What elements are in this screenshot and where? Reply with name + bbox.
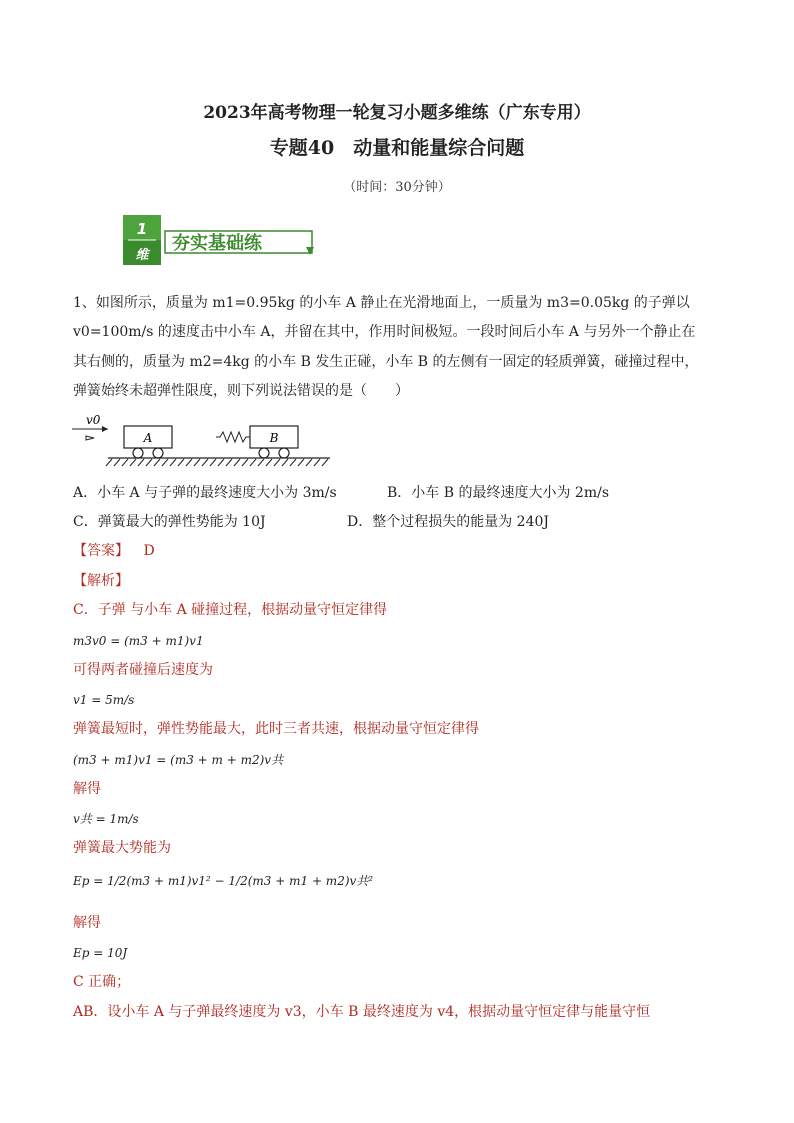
section-badge [120,213,320,267]
badge-number: 1 [136,220,148,238]
cart-b-label: B [269,431,279,445]
velocity-label: v0 [86,413,101,427]
equation-momentum-2: (m3 + m1)v1 = (m3 + m + m2)v共 [73,753,284,767]
cart-b-wheel [259,448,269,458]
answer-label: 【答案】 [73,543,129,559]
time-limit: （时间：30分钟） [343,180,451,195]
cart-b-wheel [279,448,289,458]
analysis-solve-2: 解得 [73,915,101,931]
section-badge-graphic [120,213,320,267]
analysis-spring-text: 弹簧最短时，弹性势能最大，此时三者共速，根据动量守恒定律得 [73,721,479,737]
option-a: A．小车 A 与子弹的最终速度大小为 3m/s [73,485,337,501]
question-line-1: 1、如图所示，质量为 m1=0.95kg 的小车 A 静止在光滑地面上，一质量为 m3=0.05kg 的子弹以 [73,295,690,311]
equation-momentum-1: m3v0 = (m3 + m1)v1 [73,634,204,648]
question-line-2: v0=100m/s 的速度击中小车 A，并留在其中，作用时间极短。一段时间后小车 A 与另外一个静止在 [73,324,696,340]
analysis-ep-text: 弹簧最大势能为 [73,840,171,856]
spring-icon [216,432,250,442]
ground-hatching [106,459,328,466]
analysis-c-correct: C 正确； [73,974,131,990]
answer-line [73,541,155,561]
bullet-icon [86,436,94,440]
analysis-speed-text: 可得两者碰撞后速度为 [73,662,213,678]
equation-ep-result: Ep = 10J [73,946,128,960]
cart-a-wheel [153,448,163,458]
question-line-3: 其右侧的，质量为 m2=4kg 的小车 B 发生正碰，小车 B 的左侧有一固定的轻质弹簧，碰撞过程中， [73,354,699,370]
collision-diagram [68,408,338,472]
badge-label: 夯实基础练 [172,233,262,254]
analysis-ab-intro: AB．设小车 A 与子弹最终速度为 v3，小车 B 最终速度为 v4，根据动量守恒定律与能量守恒 [73,1004,651,1020]
cart-a-label: A [143,431,153,445]
option-b: B．小车 B 的最终速度大小为 2m/s [387,485,610,501]
answer-value: D [143,543,155,559]
analysis-c-intro: C．子弹 与小车 A 碰撞过程，根据动量守恒定律得 [73,602,388,618]
analysis-label: 【解析】 [73,573,129,589]
equation-ep: Ep = 1/2(m3 + m1)v1² − 1/2(m3 + m1 + m2)v共² [73,874,374,888]
topic-title: 专题40 动量和能量综合问题 [269,137,525,159]
question-line-4: 弹簧始终未超弹性限度，则下列说法错误的是（ ） [73,383,409,399]
option-d: D．整个过程损失的能量为 240J [347,514,550,530]
velocity-arrow-head [102,426,108,432]
equation-v-common: v共 = 1m/s [73,812,139,826]
document-title: 2023年高考物理一轮复习小题多维练（广东专用） [203,103,591,123]
option-c: C．弹簧最大的弹性势能为 10J [73,514,266,530]
analysis-solve-1: 解得 [73,781,101,797]
badge-unit: 维 [135,248,149,263]
equation-v1: v1 = 5m/s [73,693,135,707]
cart-a-wheel [133,448,143,458]
